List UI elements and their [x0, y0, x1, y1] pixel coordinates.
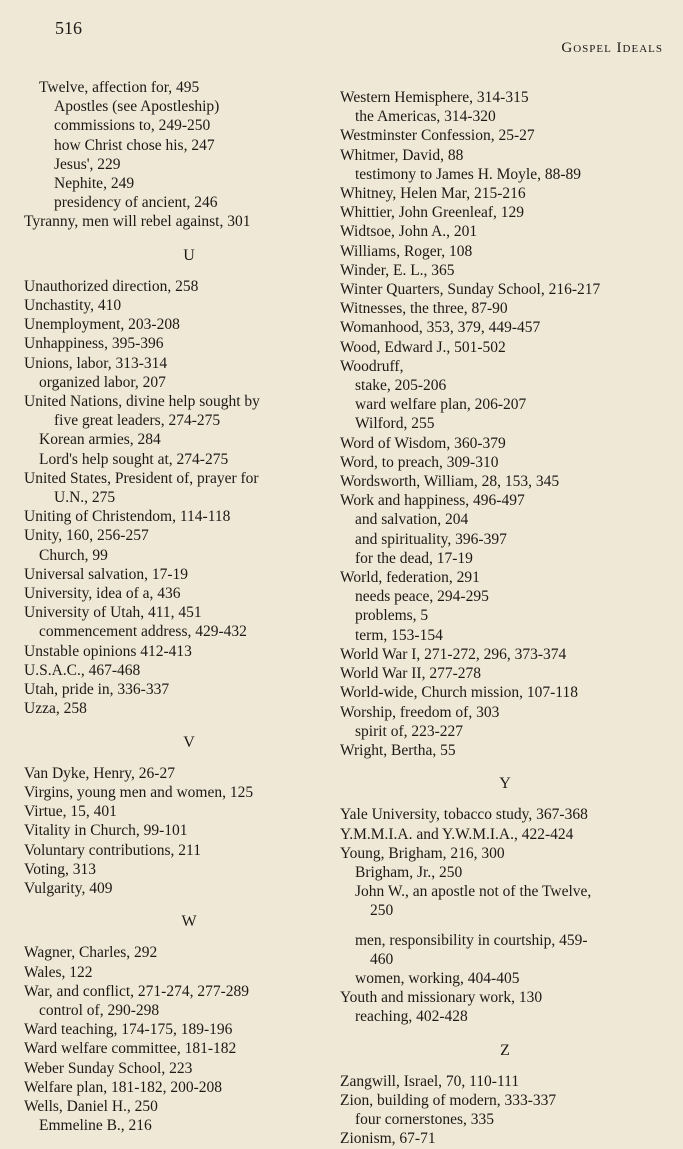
index-entry: Virgins, young men and women, 125 — [24, 783, 254, 801]
index-entry: Zion, building of modern, 333-337 — [340, 1091, 557, 1109]
index-entry: Welfare plan, 181-182, 200-208 — [24, 1078, 223, 1096]
index-entry: Word of Wisdom, 360-379 — [340, 434, 506, 452]
index-subentry: U.N., 275 — [54, 489, 116, 507]
index-subentry: women, working, 404-405 — [355, 969, 520, 987]
index-entry: Unions, labor, 313-314 — [24, 354, 168, 372]
index-entry: Whitney, Helen Mar, 215-216 — [340, 185, 526, 203]
index-entry: United States, President of, prayer for — [24, 469, 259, 487]
index-entry: Work and happiness, 496-497 — [340, 492, 525, 510]
index-entry: Uniting of Christendom, 114-118 — [24, 508, 231, 526]
index-entry: Unstable opinions 412-413 — [24, 642, 192, 660]
index-subentry: Korean armies, 284 — [39, 431, 161, 449]
index-entry: Wood, Edward J., 501-502 — [340, 338, 506, 356]
index-subentry: Church, 99 — [39, 546, 108, 564]
index-subentry: Lord's help sought at, 274-275 — [39, 450, 229, 468]
index-entry: Winter Quarters, Sunday School, 216-217 — [340, 281, 601, 299]
section-letter-heading: U — [183, 246, 195, 264]
index-entry: Wordsworth, William, 28, 153, 345 — [340, 473, 560, 491]
index-subentry: four cornerstones, 335 — [355, 1111, 495, 1129]
running-head: Gospel Ideals — [561, 40, 663, 56]
index-subentry: Emmeline B., 216 — [39, 1117, 152, 1135]
index-entry: Yale University, tobacco study, 367-368 — [340, 806, 588, 824]
section-letter-heading: V — [183, 733, 195, 751]
index-entry: Widtsoe, John A., 201 — [340, 223, 478, 241]
index-entry: Wells, Daniel H., 250 — [24, 1097, 158, 1115]
section-letter-heading: Z — [500, 1041, 510, 1059]
index-entry: War, and conflict, 271-274, 277-289 — [24, 982, 249, 1000]
index-entry: Van Dyke, Henry, 26-27 — [24, 764, 175, 782]
index-entry: Uzza, 258 — [24, 700, 87, 718]
index-entry: Williams, Roger, 108 — [340, 242, 473, 260]
index-entry: Universal salvation, 17-19 — [24, 565, 189, 583]
index-entry: Zionism, 67-71 — [340, 1130, 436, 1148]
index-entry: Unemployment, 203-208 — [24, 316, 180, 334]
index-entry: Winder, E. L., 365 — [340, 261, 455, 279]
index-subentry: stake, 205-206 — [355, 377, 447, 395]
index-entry: United Nations, divine help sought by — [24, 393, 260, 411]
index-entry: Worship, freedom of, 303 — [340, 703, 500, 721]
index-entry: World, federation, 291 — [340, 569, 480, 587]
index-entry: Word, to preach, 309-310 — [340, 453, 499, 471]
index-subentry: for the dead, 17-19 — [355, 549, 473, 567]
index-subentry: the Americas, 314-320 — [355, 108, 496, 126]
index-subentry: term, 153-154 — [355, 626, 443, 644]
spacer — [340, 921, 670, 931]
index-entry: Virtue, 15, 401 — [24, 803, 117, 821]
index-entry: Witnesses, the three, 87-90 — [340, 300, 508, 318]
index-subentry: commencement address, 429-432 — [39, 623, 247, 641]
index-subentry: how Christ chose his, 247 — [54, 136, 215, 154]
index-entry: World War II, 277-278 — [340, 665, 481, 683]
index-entry: Vulgarity, 409 — [24, 879, 113, 897]
index-entry: Ward welfare committee, 181-182 — [24, 1040, 237, 1058]
index-subentry: Jesus', 229 — [54, 155, 121, 173]
index-subentry: Apostles (see Apostleship) — [54, 98, 220, 116]
index-entry: Vitality in Church, 99-101 — [24, 822, 188, 840]
index-entry: U.S.A.C., 467-468 — [24, 661, 141, 679]
index-entry: Westminster Confession, 25-27 — [340, 127, 535, 145]
index-subentry: organized labor, 207 — [39, 373, 166, 391]
index-entry: University of Utah, 411, 451 — [24, 604, 202, 622]
index-subentry: ward welfare plan, 206-207 — [355, 396, 527, 414]
index-entry: World-wide, Church mission, 107-118 — [340, 684, 578, 702]
index-subentry: commissions to, 249-250 — [54, 117, 211, 135]
index-entry: Voluntary contributions, 211 — [24, 841, 201, 859]
index-entry: Tyranny, men will rebel against, 301 — [24, 213, 251, 231]
index-subentry: Wilford, 255 — [355, 415, 435, 433]
index-entry: Youth and missionary work, 130 — [340, 989, 543, 1007]
index-subentry: and spirituality, 396-397 — [355, 530, 507, 548]
index-entry: Unity, 160, 256-257 — [24, 527, 149, 545]
index-subentry: 250 — [370, 902, 394, 920]
index-subentry: problems, 5 — [355, 607, 429, 625]
index-subentry: John W., an apostle not of the Twelve, — [355, 883, 592, 901]
index-entry: Womanhood, 353, 379, 449-457 — [340, 319, 541, 337]
section-letter-heading: Y — [499, 775, 511, 793]
index-entry: Wales, 122 — [24, 963, 93, 981]
index-subentry: 460 — [370, 950, 394, 968]
index-subentry: control of, 290-298 — [39, 1001, 160, 1019]
index-entry: Wright, Bertha, 55 — [340, 741, 456, 759]
index-entry: Unauthorized direction, 258 — [24, 277, 199, 295]
index-column-left — [24, 78, 354, 1135]
index-entry: Ward teaching, 174-175, 189-196 — [24, 1021, 233, 1039]
page-number: 516 — [55, 18, 82, 38]
index-entry: Zangwill, Israel, 70, 110-111 — [340, 1072, 520, 1090]
index-subentry: and salvation, 204 — [355, 511, 469, 529]
index-subentry: Nephite, 249 — [54, 175, 135, 193]
index-entry: Weber Sunday School, 223 — [24, 1059, 193, 1077]
index-subentry: spirit of, 223-227 — [355, 722, 464, 740]
index-subentry: Brigham, Jr., 250 — [355, 863, 463, 881]
index-entry: Western Hemisphere, 314-315 — [340, 89, 529, 106]
index-entry: World War I, 271-272, 296, 373-374 — [340, 645, 567, 663]
index-entry: Y.M.M.I.A. and Y.W.M.I.A., 422-424 — [340, 825, 574, 843]
index-subentry: men, responsibility in courtship, 459- — [355, 931, 588, 949]
section-letter-heading: W — [181, 913, 197, 931]
index-entry: Unchastity, 410 — [24, 297, 122, 315]
index-subentry: reaching, 402-428 — [355, 1008, 468, 1026]
index-entry: Young, Brigham, 216, 300 — [340, 844, 505, 862]
index-entry: Whitmer, David, 88 — [340, 146, 464, 164]
index-subentry: presidency of ancient, 246 — [54, 194, 218, 212]
index-entry: Wagner, Charles, 292 — [24, 944, 158, 962]
index-entry: Voting, 313 — [24, 860, 97, 878]
index-subentry: five great leaders, 274-275 — [54, 412, 221, 430]
index-entry: Unhappiness, 395-396 — [24, 335, 164, 353]
index-subentry: needs peace, 294-295 — [355, 588, 489, 606]
index-entry: University, idea of a, 436 — [24, 585, 181, 603]
index-entry: Whittier, John Greenleaf, 129 — [340, 204, 525, 222]
index-column-right — [340, 88, 670, 1149]
index-subentry: testimony to James H. Moyle, 88-89 — [355, 165, 582, 183]
index-entry: Woodruff, — [340, 357, 404, 375]
index-subentry: Twelve, affection for, 495 — [39, 79, 200, 96]
index-entry: Utah, pride in, 336-337 — [24, 681, 170, 699]
